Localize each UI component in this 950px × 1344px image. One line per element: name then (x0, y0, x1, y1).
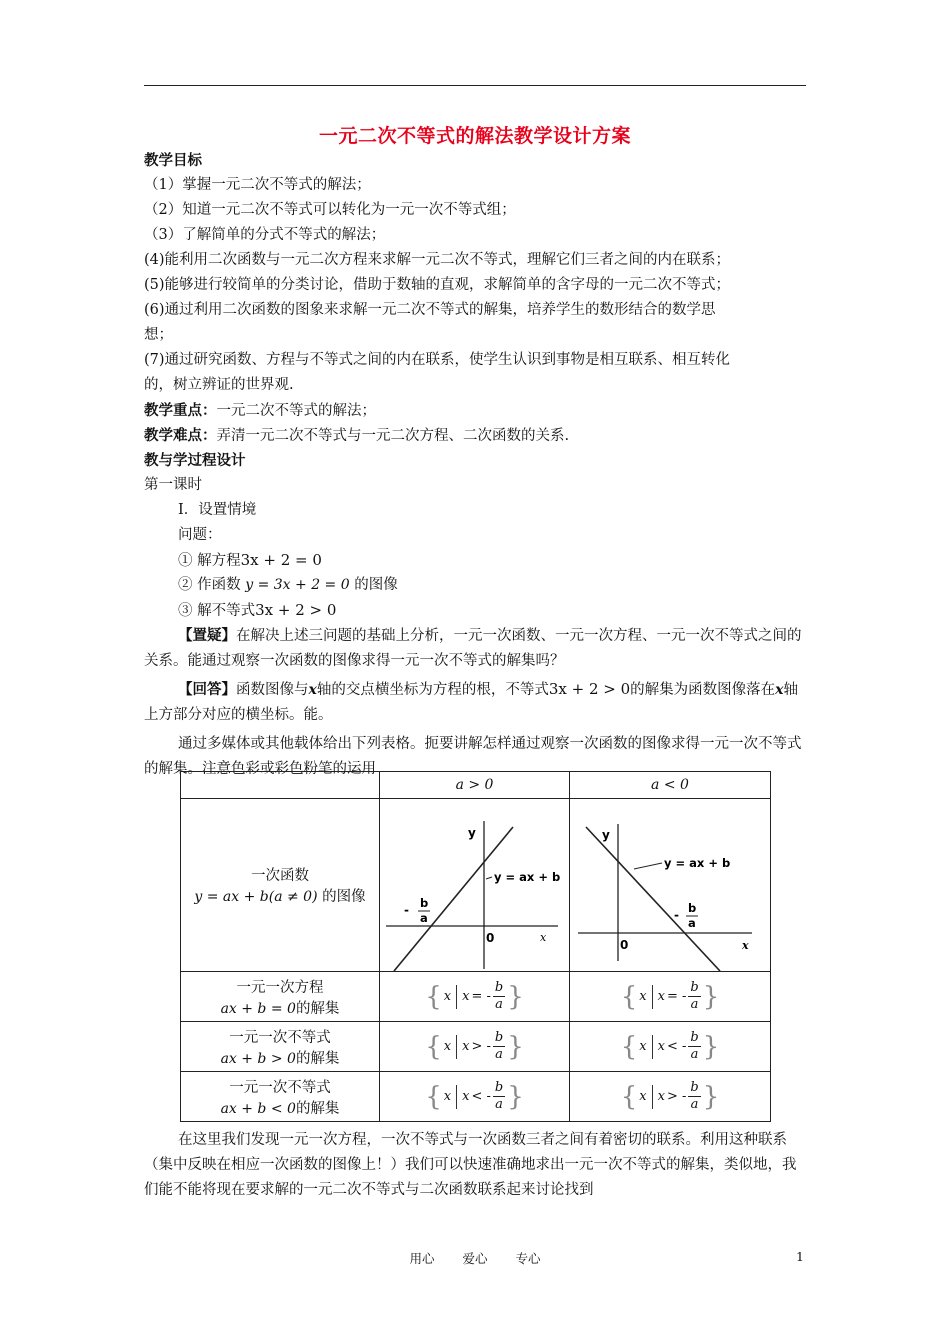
question-3-text: ③ 解不等式 (178, 603, 256, 619)
graph-pos (380, 799, 568, 971)
graph-line-label: y = ax + b (664, 856, 731, 870)
answer-end: 轴上方部分对应的横坐标。能。 (144, 682, 799, 723)
footer-text-b: 爱心 (462, 1251, 488, 1266)
table-row (181, 972, 771, 1022)
solution-set: { x x > - $\frac{b}{a}$ } (425, 1030, 524, 1062)
table-corner-cell (181, 772, 380, 799)
set-cell (380, 1022, 570, 1072)
set-cell (570, 972, 771, 1022)
section-heading: Ⅰ．设置情境 (178, 502, 257, 518)
footer-text-a: 用心 (409, 1251, 435, 1266)
header-rule (144, 85, 806, 86)
solution-set: { x x > - $\frac{b}{a}$ } (620, 1080, 720, 1112)
graph-origin: 0 (620, 938, 629, 952)
key-point-text: 一元二次不等式的解法； (216, 403, 376, 419)
answer-paragraph (144, 677, 808, 728)
row2-label-a: 一元一次方程 (236, 979, 324, 996)
goal-item: （2）知道一元二次不等式可以转化为一元一次不等式组； (144, 202, 516, 218)
answer-math: 3x + 2 > 0 (548, 680, 631, 698)
label-pointer (634, 863, 662, 869)
row2-label (181, 972, 380, 1022)
row3-label-c: 的解集 (295, 1050, 340, 1067)
doubt-text: 在解决上述三问题的基础上分析，一元一次函数、一元一次方程、一元一次不等式之间的关系。能通过观察一次函数的图像求得一元一次不等式的解集吗？ (144, 628, 802, 669)
set-cell (570, 1022, 771, 1072)
question-3-math: 3x + 2 > 0 (255, 601, 337, 619)
goal-item: 想； (144, 327, 173, 343)
doubt-paragraph (144, 623, 808, 674)
row1-label-b: y = ax + b(a ≠ 0) (194, 889, 318, 905)
row1-label-c: 的图像 (322, 889, 366, 905)
set-cell (380, 1072, 570, 1122)
set-cell (380, 972, 570, 1022)
comparison-table (180, 771, 771, 1122)
graph-x-label: x (540, 931, 547, 944)
graph-pos-cell (380, 799, 570, 972)
table-header-row (181, 772, 771, 799)
solution-set: { x x < - $\frac{b}{a}$ } (620, 1030, 720, 1062)
graph-line-label: y = ax + b (494, 870, 561, 884)
footer-text-c: 专心 (515, 1251, 541, 1266)
goals-heading: 教学目标 (144, 152, 202, 169)
graph-y-label: y (602, 828, 610, 842)
root-minus: - (404, 903, 409, 917)
row4-label-c: 的解集 (295, 1100, 340, 1117)
col-header-neg (570, 772, 771, 799)
question-1-math: 3x + 2 = 0 (240, 551, 322, 569)
lesson-label: 第一课时 (144, 477, 202, 493)
solution-set: { x x < - $\frac{b}{a}$ } (425, 1080, 524, 1112)
goal-item: （1）掌握一元二次不等式的解法； (144, 177, 371, 193)
table-row (181, 799, 771, 972)
row3-label (181, 1022, 380, 1072)
goal-item: (4)能利用二次函数与一元二次方程来求解一元二次不等式，理解它们三者之间的内在联系； (144, 252, 731, 268)
goal-item: （3）了解简单的分式不等式的解法； (144, 227, 386, 243)
graph-line (394, 827, 513, 971)
document-title: 一元二次不等式的解法教学设计方案 (318, 125, 631, 147)
question-3 (144, 598, 824, 623)
body-content (144, 148, 824, 782)
goal-item: (6)通过利用二次函数的图象来求解一元二次不等式的解集，培养学生的数形结合的数学思 (144, 302, 716, 318)
col-header-neg-text: a < 0 (651, 777, 689, 793)
question-2-tail: 的图像 (354, 577, 398, 593)
media-paragraph: 通过多媒体或其他载体给出下列表格。扼要讲解怎样通过观察一次函数的图像求得一元一次不等式的解集。注意色彩或彩色粉笔的运用 (144, 736, 802, 777)
set-cell (570, 1072, 771, 1122)
row3-label-b: ax + b > 0 (220, 1050, 296, 1067)
answer-x2: x (775, 682, 784, 698)
answer-pre: 函数图像与 (236, 682, 309, 698)
col-header-pos (380, 772, 570, 799)
row3-label-a: 一元一次不等式 (229, 1029, 331, 1046)
question-1 (144, 548, 824, 573)
difficulty (144, 423, 824, 448)
root-den: a (420, 911, 428, 925)
question-label: 问题： (178, 527, 222, 543)
difficulty-text: 弄清一元二次不等式与一元二次方程、二次函数的关系. (216, 428, 570, 444)
root-minus: - (674, 908, 679, 922)
process-heading: 教与学过程设计 (144, 452, 246, 469)
solution-set: { x x = - $\frac{b}{a}$ } (620, 980, 720, 1012)
answer-x: x (308, 682, 317, 698)
row2-label-c: 的解集 (295, 1000, 340, 1017)
closing-paragraph: 在这里我们发现一元一次方程，一次不等式与一次函数三者之间有着密切的联系。利用这种联系（集中反映在相应一次函数的图像上！）我们可以快速准确地求出一元一次不等式的解集，类似地，我们能不能将现在要求解的一元二次不等式与二次函数联系起来讨论找到 (144, 1132, 797, 1198)
goal-item: (5)能够进行较简单的分类讨论，借助于数轴的直观，求解简单的含字母的一元二次不等式； (144, 277, 731, 293)
graph-y-label: y (468, 826, 476, 840)
question-2-math: y = 3x + 2 = 0 (245, 577, 350, 593)
goal-item: (7)通过研究函数、方程与不等式之间的内在联系，使学生认识到事物是相互联系、相互转化 (144, 352, 731, 368)
label-pointer (486, 877, 492, 879)
row1-label-a: 一次函数 (251, 868, 309, 884)
graph-origin: 0 (486, 931, 495, 945)
table-row (181, 1022, 771, 1072)
key-point-label: 教学重点： (144, 402, 217, 419)
answer-mid: 轴的交点横坐标为方程的根，不等式 (316, 682, 549, 698)
question-2 (144, 573, 824, 598)
table-row (181, 1072, 771, 1122)
doubt-label: 【置疑】 (178, 627, 236, 644)
graph-x-label: x (742, 939, 749, 952)
graph-line (586, 827, 720, 971)
row4-label (181, 1072, 380, 1122)
goal-item: 的，树立辨证的世界观. (144, 377, 294, 393)
graph-neg-cell (570, 799, 771, 972)
root-den: a (688, 916, 696, 930)
answer-post: 的解集为函数图像落在 (630, 682, 776, 698)
difficulty-label: 教学难点： (144, 427, 217, 444)
row4-label-a: 一元一次不等式 (229, 1079, 331, 1096)
row4-label-b: ax + b < 0 (220, 1100, 296, 1117)
key-point (144, 398, 824, 423)
answer-label: 【回答】 (178, 681, 236, 698)
solution-set: { x x = - $\frac{b}{a}$ } (425, 980, 524, 1012)
graph-neg (570, 799, 769, 971)
question-1-text: ① 解方程 (178, 553, 241, 569)
footer (0, 1249, 950, 1267)
row1-label (181, 799, 380, 972)
page-number: 1 (796, 1249, 804, 1264)
question-2-text: ② 作函数 (178, 577, 241, 593)
root-num: b (688, 901, 697, 915)
row2-label-b: ax + b = 0 (220, 1000, 296, 1017)
root-num: b (420, 896, 429, 910)
col-header-pos-text: a > 0 (455, 777, 494, 793)
